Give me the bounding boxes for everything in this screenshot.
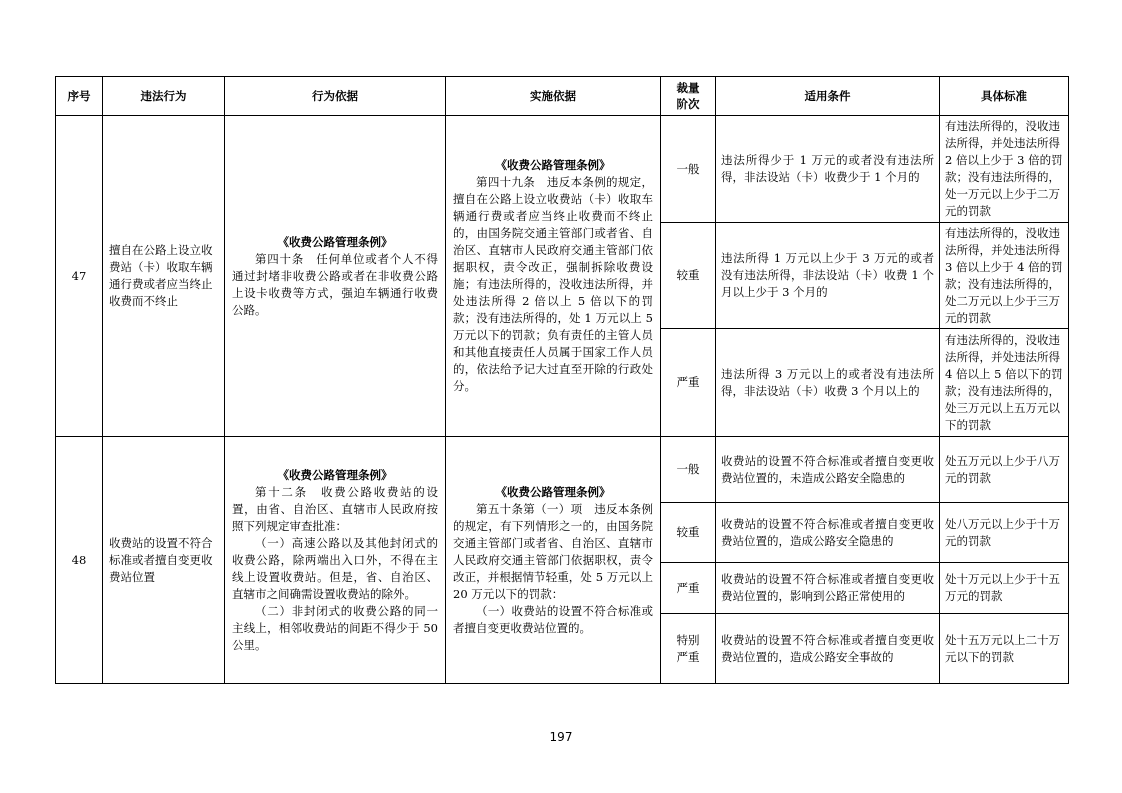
impl-basis-cell [446,437,661,684]
law-clause: （一）高速公路以及其他封闭式的收费公路，除两端出入口外，不得在主线上设置收费站。但是，省、自治区、直辖市之间确需设置收费站的除外。 [232,535,438,601]
seq-cell: 48 [56,437,103,684]
header-standard: 具体标准 [940,77,1069,116]
table-row [56,437,1069,503]
standard-cell: 处十五万元以上二十万元以下的罚款 [940,614,1069,684]
law-article: 第十二条 收费公路收费站的设置，由省、自治区、直辖市人民政府按照下列规定审查批准： [232,484,438,533]
law-article: 第五十条第（一）项 违反本条例的规定，有下列情形之一的，由国务院交通主管部门或者省、自治区、直辖市人民政府交通主管部门依据职权，责令改正，并根据情节轻重，处 5 万元以上 20 万元以下的罚款： [453,501,653,601]
level-cell: 较重 [661,223,716,329]
page-number: 197 [549,730,573,744]
penalty-standards-table [55,76,1069,684]
header-violation: 违法行为 [103,77,225,116]
standard-cell: 有违法所得的，没收违法所得，并处违法所得 3 倍以上少于 4 倍的罚款；没有违法所得的，处二万元以上少于三万元的罚款 [940,223,1069,329]
condition-cell: 收费站的设置不符合标准或者擅自变更收费站位置的，未造成公路安全隐患的 [716,437,940,503]
standard-cell: 处五万元以上少于八万元的罚款 [940,437,1069,503]
standard-cell: 有违法所得的，没收违法所得，并处违法所得 2 倍以上少于 3 倍的罚款；没有违法所得的，处一万元以上少于二万元的罚款 [940,116,1069,223]
behavior-basis-cell [225,437,446,684]
law-article: 第四十九条 违反本条例的规定，擅自在公路上设立收费站（卡）收取车辆通行费或者应当终止收费而不终止的，由国务院交通主管部门或者省、自治区、直辖市人民政府交通主管部门依据职权，责令改正，强制拆除收费设施；有违法所得的，没收违法所得，并处违法所得 2 倍以上 5 倍以下的罚款；没有违法所得的，处 1 万元以上 5 万元以下的罚款；负有责任的主管人员和其他直接责任人员属于国家工作人员的，依法给予记大过直至开除的行政处分。 [453,175,653,393]
condition-cell: 违法所得少于 1 万元的或者没有违法所得，非法设站（卡）收费少于 1 个月的 [716,116,940,223]
standard-cell: 有违法所得的，没收违法所得，并处违法所得 4 倍以上 5 倍以下的罚款；没有违法所得的，处三万元以上五万元以下的罚款 [940,329,1069,437]
condition-cell: 违法所得 1 万元以上少于 3 万元的或者没有违法所得，非法设站（卡）收费 1 个月以上少于 3 个月的 [716,223,940,329]
level-cell: 一般 [661,116,716,223]
table-row [56,116,1069,223]
level-cell: 较重 [661,503,716,563]
condition-cell: 收费站的设置不符合标准或者擅自变更收费站位置的，影响到公路正常使用的 [716,563,940,614]
standard-cell: 处十万元以上少于十五万元的罚款 [940,563,1069,614]
level-cell: 严重 [661,329,716,437]
impl-basis-cell [446,116,661,437]
law-title: 《收费公路管理条例》 [277,467,393,482]
condition-cell: 收费站的设置不符合标准或者擅自变更收费站位置的，造成公路安全隐患的 [716,503,940,563]
law-article: 第四十条 任何单位或者个人不得通过封堵非收费公路或者在非收费公路上设卡收费等方式，强迫车辆通行收费公路。 [232,251,438,317]
header-conditions: 适用条件 [716,77,940,116]
violation-cell: 收费站的设置不符合标准或者擅自变更收费站位置 [103,437,225,684]
level-cell: 严重 [661,563,716,614]
header-impl-basis: 实施依据 [446,77,661,116]
header-seq: 序号 [56,77,103,116]
header-behavior-basis: 行为依据 [225,77,446,116]
table-header-row [56,77,1069,116]
condition-cell: 违法所得 3 万元以上的或者没有违法所得，非法设站（卡）收费 3 个月以上的 [716,329,940,437]
header-level: 裁量 阶次 [661,77,716,116]
law-clause: （二）非封闭式的收费公路的同一主线上，相邻收费站的间距不得少于 50 公里。 [232,603,438,652]
level-cell: 一般 [661,437,716,503]
law-title: 《收费公路管理条例》 [495,484,611,499]
behavior-basis-cell [225,116,446,437]
level-cell: 特别严重 [661,614,716,684]
law-title: 《收费公路管理条例》 [277,234,393,249]
law-title: 《收费公路管理条例》 [495,158,611,172]
seq-cell: 47 [56,116,103,437]
law-clause: （一）收费站的设置不符合标准或者擅自变更收费站位置的。 [453,603,653,635]
standard-cell: 处八万元以上少于十万元的罚款 [940,503,1069,563]
condition-cell: 收费站的设置不符合标准或者擅自变更收费站位置的，造成公路安全事故的 [716,614,940,684]
violation-cell: 擅自在公路上设立收费站（卡）收取车辆通行费或者应当终止收费而不终止 [103,116,225,437]
